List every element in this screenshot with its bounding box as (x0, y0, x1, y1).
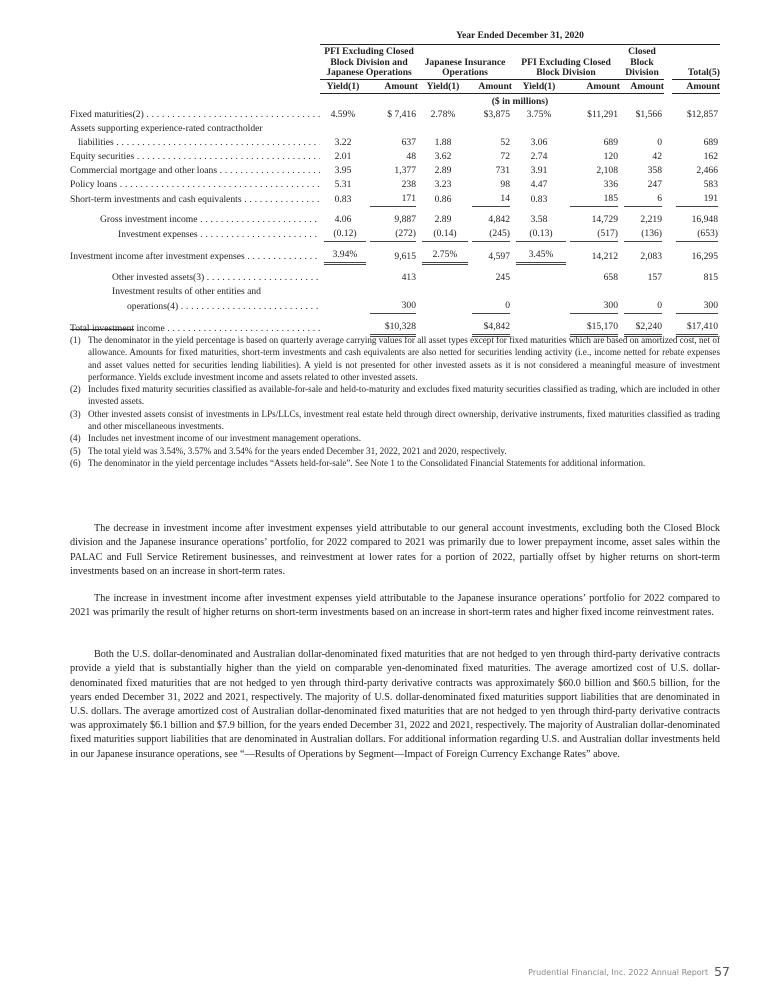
yield-cell: 3.75% (526, 108, 552, 120)
amount-cell: 14,212 (591, 250, 618, 262)
body-paragraph: The decrease in investment income after investment expenses yield attributable to our general account investments, excluding both the Closed Block division and the Japanese insurance operations’ portfolio, for 2022 compared to 2021 was primarily due to lower prepayment income, asset sales within the PALAC and Full Service Retirement businesses, and reinvestment at lower rates for a portion of 2022, partially offset by higher returns on short-term investments based on an increase in short-term rates. (70, 523, 720, 577)
amount-cell: 238 (401, 178, 416, 190)
table-row (70, 178, 720, 192)
amount-cell: 16,295 (691, 250, 718, 262)
amount-cell: 2,083 (640, 250, 662, 262)
yield-cell: 3.91 (530, 164, 548, 176)
table-row (70, 164, 720, 178)
amount-cell: 689 (603, 136, 618, 148)
table-row (70, 271, 720, 285)
amount-cell: 815 (703, 271, 718, 283)
amount-cell: (517) (570, 228, 618, 242)
amount-cell: 689 (703, 136, 718, 148)
yield-cell: (0.14) (422, 228, 468, 242)
group-header-total: Total(5) (672, 45, 720, 79)
footnote (70, 432, 720, 444)
footnote-marker: (1) (70, 335, 81, 345)
amount-cell: $15,170 (570, 321, 618, 337)
amount-cell: 72 (500, 150, 510, 162)
group-header-pfi-excl-cb: PFI Excluding Closed Block Division (512, 45, 620, 79)
amount-cell: 0 (472, 300, 510, 314)
investment-income-table (70, 30, 720, 338)
row-label: Equity securities (70, 150, 135, 162)
yield-cell: 3.62 (434, 150, 452, 162)
subheader-row (70, 79, 720, 93)
amount-cell: 0 (657, 136, 662, 148)
group-header-pfi-excl-cb-japan: PFI Excluding Closed Block Division and Japanese Operations (320, 45, 418, 79)
amount-cell: 0 (624, 300, 662, 314)
row-label: Assets supporting experience-rated contractholder (70, 122, 263, 134)
yield-cell: 4.59% (330, 108, 356, 120)
yield-cell: 2.74 (530, 150, 548, 162)
col-amount-5: Amount (672, 79, 720, 93)
yield-cell: 1.88 (434, 136, 452, 148)
amount-cell: 42 (652, 150, 662, 162)
yield-cell: 3.23 (434, 178, 452, 190)
amount-cell: 583 (703, 178, 718, 190)
amount-cell: 157 (647, 271, 662, 283)
footnote (70, 334, 720, 383)
yield-cell: 0.86 (434, 193, 452, 205)
yield-cell: (0.12) (324, 228, 366, 242)
amount-cell: 658 (603, 271, 618, 283)
amount-cell: 2,466 (696, 164, 718, 176)
amount-cell: 120 (603, 150, 618, 162)
row-label: Commercial mortgage and other loans (70, 164, 218, 176)
footnotes (70, 334, 720, 469)
unit-row (70, 93, 720, 108)
col-yield-1: Yield(1) (320, 79, 366, 93)
amount-cell: 358 (647, 164, 662, 176)
footnote-marker: (2) (70, 384, 81, 395)
amount-cell: 4,597 (488, 250, 510, 262)
col-amount-4: Amount (620, 79, 664, 93)
footnote-text: The denominator in the yield percentage is based on quarterly average carrying values for all asset types except for fixed maturities which are based on amortized cost, net of allowance. Amounts for fixed maturities, short-term investments and cash equivalents are also netted for securities lending activity (i.e., income netted for rebate expenses and asset values netted for securities lending liabilities). A yield is not presented for other invested assets as it is not considered a meaningful measure of investment performance. Yields exclude investment income and assets related to other invested assets. (88, 335, 720, 382)
amount-cell: 185 (570, 193, 618, 207)
amount-cell: 14 (472, 193, 510, 207)
amount-cell: $12,857 (686, 108, 718, 120)
amount-cell: 16,948 (691, 213, 718, 225)
amount-cell: $4,842 (472, 321, 510, 337)
amount-cell: 637 (401, 136, 416, 148)
yield-cell: 2.75% (422, 249, 468, 265)
yield-cell: 3.45% (516, 249, 566, 265)
col-amount-1: Amount (366, 79, 418, 93)
amount-cell: $2,240 (624, 321, 662, 337)
yield-cell: 3.06 (530, 136, 548, 148)
table-row (70, 285, 720, 299)
amount-cell: 2,219 (640, 213, 662, 225)
yield-cell: 3.94% (324, 249, 366, 265)
yield-cell: 0.83 (334, 193, 352, 205)
table-row (70, 192, 720, 208)
col-amount-2: Amount (468, 79, 512, 93)
footnote-text: Includes fixed maturity securities classified as available-for-sale and held-to-maturity and excludes fixed maturity securities classified as trading, which are included in other invested assets. (88, 384, 720, 407)
amount-cell: $1,566 (635, 108, 662, 120)
table-row (70, 299, 720, 315)
row-label-continued: operations(4) (127, 300, 179, 312)
footnote (70, 457, 720, 469)
page-footer (528, 964, 730, 979)
body-paragraph: Both the U.S. dollar-denominated and Australian dollar-denominated fixed maturities that are not hedged to yen through third-party derivative contracts provide a yield that is substantially higher than the yield on comparable yen-denominated fixed maturities. The average amortized cost of U.S. dollar-denominated fixed maturities that are not hedged to yen through third-party derivative contracts was approximately $60.0 billion and $60.5 billion, for the years ended December 31, 2022 and 2021, respectively. The majority of U.S. dollar-denominated fixed maturities support liabilities that are denominated in U.S. dollars. The average amortized cost of Australian dollar-denominated fixed maturities that are not hedged to yen through third-party derivative contracts was approximately $6.1 billion and $7.9 billion, for the years ended December 31, 2022 and 2021, respectively. The majority of Australian dollar-denominated fixed maturities support liabilities that are denominated in Australian dollars. For additional information regarding U.S. and Australian dollar investments held in our Japanese insurance operations, see “—Results of Operations by Segment—Impact of Foreign Currency Exchange Rates” above. (70, 649, 720, 760)
footnote-text: The denominator in the yield percentage includes “Assets held-for-sale”. See Note 1 to the Consolidated Financial Statements for additional information. (88, 457, 646, 468)
amount-cell: 247 (647, 178, 662, 190)
amount-cell: 98 (500, 178, 510, 190)
page-number: 57 (714, 964, 730, 979)
amount-cell: 731 (495, 164, 510, 176)
amount-cell: 52 (500, 136, 510, 148)
amount-cell: 1,377 (394, 164, 416, 176)
amount-cell: 9,615 (394, 250, 416, 262)
footnote (70, 408, 720, 433)
amount-cell: 413 (401, 271, 416, 283)
row-label: Other invested assets(3) (112, 271, 205, 283)
amount-cell: $11,291 (587, 108, 618, 120)
row-label: Short-term investments and cash equivalents (70, 193, 242, 205)
period-title: Year Ended December 31, 2020 (456, 30, 584, 41)
col-amount-3: Amount (566, 79, 620, 93)
amount-cell: 9,887 (394, 213, 416, 225)
amount-cell: $17,410 (676, 321, 718, 337)
amount-cell: 162 (703, 150, 718, 162)
amount-cell: $10,328 (370, 321, 416, 337)
footnote-text: The total yield was 3.54%, 3.57% and 3.54% for the years ended December 31, 2022, 2021 and 2020, respectively. (88, 445, 507, 456)
row-label-continued: liabilities (78, 136, 114, 148)
yield-cell: 2.89 (434, 164, 452, 176)
footnote-marker: (5) (70, 445, 81, 456)
footnote (70, 383, 720, 408)
amount-cell: $3,875 (483, 108, 510, 120)
amount-cell: (653) (676, 228, 718, 242)
yield-cell: 2.01 (334, 150, 352, 162)
yield-cell: 2.89 (434, 213, 452, 225)
table-row (70, 108, 720, 122)
footnote-marker: (6) (70, 457, 81, 468)
yield-cell: 2.78% (430, 108, 456, 120)
amount-cell: 300 (570, 300, 618, 314)
footnote-text: Other invested assets consist of investments in LPs/LLCs, investment real estate held through direct ownership, derivative instruments, fixed maturities classified as trading and other miscellaneous investments. (88, 408, 720, 432)
row-label: Policy loans (70, 178, 118, 190)
group-header-japanese-insurance: Japanese Insurance Operations (418, 45, 512, 79)
amount-cell: 300 (676, 300, 718, 314)
group-header-row (70, 45, 720, 79)
yield-cell: 5.31 (334, 178, 352, 190)
table-row (70, 150, 720, 164)
yield-cell: (0.13) (516, 228, 566, 242)
row-label: Investment income after investment expenses (70, 250, 245, 262)
amount-cell: 171 (370, 193, 416, 207)
footnote (70, 445, 720, 457)
table-row (70, 227, 720, 243)
yield-cell: 3.58 (530, 213, 548, 225)
table-row (70, 213, 720, 227)
body-paragraph: The increase in investment income after investment expenses yield attributable to the Japanese insurance operations’ portfolio for 2022 compared to 2021 was primarily the result of higher returns on short-term investments based on an increase in short-term rates and higher fixed income reinvestment rates. (70, 593, 720, 619)
yield-cell: 3.22 (334, 136, 352, 148)
amount-cell: 245 (495, 271, 510, 283)
amount-cell: $ 7,416 (387, 108, 416, 120)
amount-cell: 4,842 (488, 213, 510, 225)
footnote-marker: (3) (70, 408, 81, 419)
footer-text: Prudential Financial, Inc. 2022 Annual Report (528, 968, 709, 977)
amount-cell: 191 (676, 193, 718, 207)
table-row (70, 122, 720, 136)
amount-cell: 2,108 (596, 164, 618, 176)
amount-cell: 48 (406, 150, 416, 162)
row-label: Investment expenses (118, 228, 198, 240)
amount-cell: 14,729 (591, 213, 618, 225)
col-yield-2: Yield(1) (418, 79, 468, 93)
row-label: Gross investment income (100, 213, 198, 225)
period-header-row (70, 30, 720, 45)
yield-cell: 4.47 (530, 178, 548, 190)
amount-cell: (136) (624, 228, 662, 242)
amount-cell: (245) (472, 228, 510, 242)
group-header-closed-block: Closed Block Division (620, 45, 664, 79)
yield-cell: 0.83 (530, 193, 548, 205)
amount-cell: 336 (603, 178, 618, 190)
yield-cell: 3.95 (334, 164, 352, 176)
footnote-divider (70, 329, 134, 330)
col-yield-3: Yield(1) (512, 79, 566, 93)
footnote-text: Includes net investment income of our investment management operations. (88, 433, 361, 444)
row-label: Fixed maturities(2) (70, 108, 144, 120)
table-row (70, 136, 720, 150)
table-row (70, 248, 720, 266)
amount-cell: (272) (370, 228, 416, 242)
amount-cell: 300 (370, 300, 416, 314)
row-label: Investment results of other entities and (112, 285, 261, 297)
row-label: Total investment income (70, 322, 165, 334)
yield-cell: 4.06 (334, 213, 352, 225)
unit-note: ($ in millions) (491, 95, 549, 107)
amount-cell: 6 (624, 193, 662, 207)
footnote-marker: (4) (70, 433, 81, 444)
